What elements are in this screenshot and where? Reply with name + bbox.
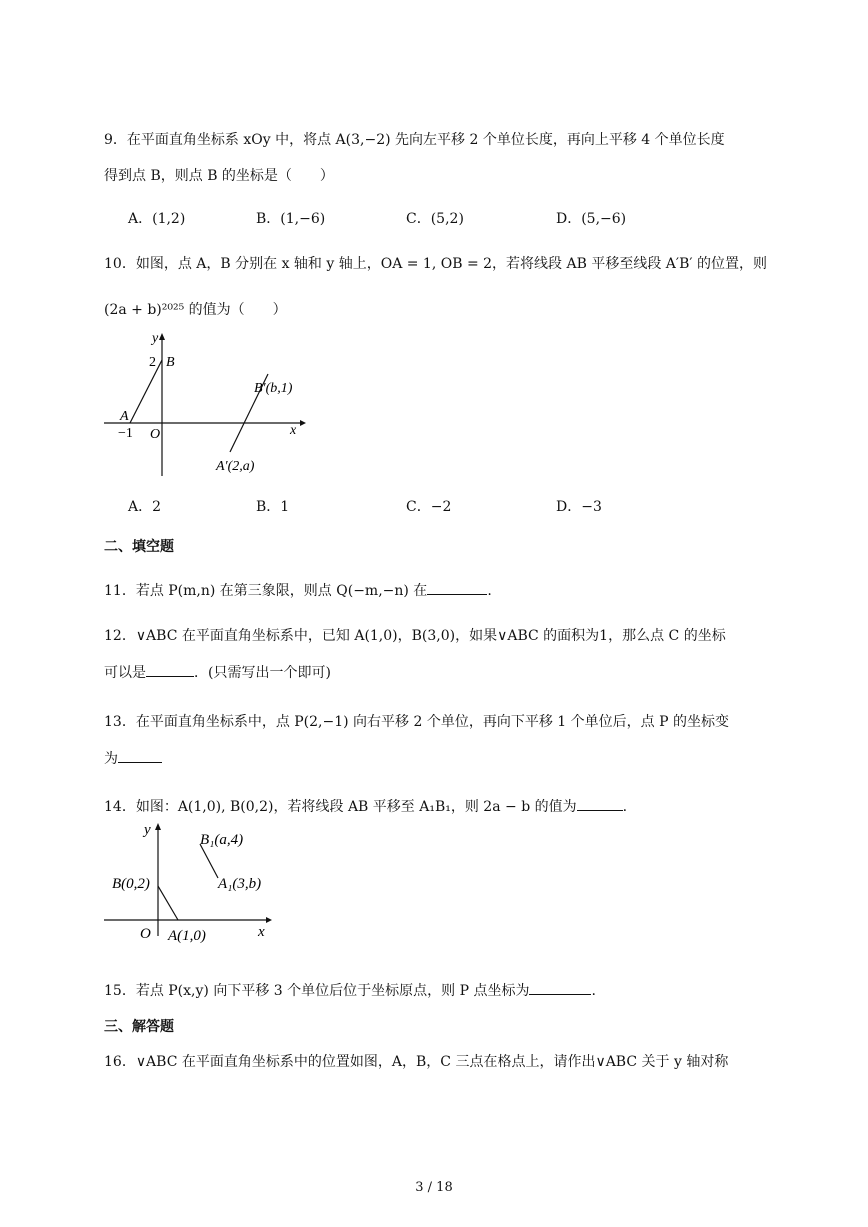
section-answer-heading: 三、解答题 [104, 1019, 174, 1035]
q14-label-a1: A₁(3,b) [218, 876, 262, 892]
q14-label-x: x [258, 924, 265, 940]
q14-x-arrow [266, 917, 272, 923]
q15-answer-blank [529, 980, 591, 995]
q14-segment-ab [158, 886, 178, 920]
q13-line2 [104, 748, 162, 769]
q10-x-arrow [300, 420, 306, 426]
q9-line2: 得到点 B，则点 B 的坐标是（ ） [104, 168, 334, 184]
q10-option-b: B．1 [256, 499, 290, 515]
q9-option-a: A．(1,2) [128, 211, 186, 227]
q9-option-d: D．(5,−6) [556, 211, 627, 227]
q14-answer-blank [577, 796, 623, 811]
q12-line2-text: 可以是 [104, 665, 146, 681]
q14-label-b1: B₁(a,4) [200, 832, 244, 848]
q10-segment-ab [130, 360, 162, 423]
q14-text: 14．如图：A(1,0), B(0,2)，若将线段 AB 平移至 A₁B₁，则 2a − b 的值为 [104, 799, 577, 815]
q10-label-neg1: −1 [118, 426, 133, 441]
q15-line [104, 980, 596, 1001]
q14-label-y: y [144, 822, 151, 838]
q10-y-arrow [159, 333, 165, 340]
q10-label-aprime: A′(2,a) [216, 459, 255, 474]
q13-answer-blank [118, 748, 162, 763]
q14-label-a: A(1,0) [168, 928, 206, 944]
q10-label-y: y [152, 331, 159, 346]
q9-line1: 9．在平面直角坐标系 xOy 中，将点 A(3,−2) 先向左平移 2 个单位长度，再向上平移 4 个单位长度 [104, 132, 725, 148]
q10-label-bprime: B′(b,1) [254, 381, 293, 396]
q12-line2-tail: ．(只需写出一个即可) [194, 665, 331, 681]
section-fill-in-heading: 二、填空题 [104, 539, 174, 555]
q10-option-d: D．−3 [556, 499, 602, 515]
q10-option-a: A．2 [128, 499, 162, 515]
q15-end: . [591, 983, 596, 999]
q9-option-c: C．(5,2) [406, 211, 464, 227]
q10-label-x: x [290, 423, 297, 438]
q13-line2-text: 为 [104, 751, 118, 767]
q14-figure [100, 818, 280, 948]
page-number: 3 / 18 [415, 1180, 453, 1195]
q14-line [104, 796, 627, 817]
q10-label-a: A [120, 409, 129, 424]
q10-line1: 10．如图，点 A，B 分别在 x 轴和 y 轴上，OA = 1, OB = 2，若将线段 AB 平移至线段 A′B′ 的位置，则 [104, 256, 768, 272]
q10-label-o: O [150, 427, 161, 442]
q12-answer-blank [146, 662, 194, 677]
q9-option-b: B．(1,−6) [256, 211, 326, 227]
q11-line [104, 580, 492, 601]
q14-label-b: B(0,2) [112, 876, 150, 892]
q10-label-b: B [166, 355, 175, 370]
q14-label-o: O [140, 926, 151, 942]
q10-label-2: 2 [149, 355, 156, 370]
q12-line1: 12．∨ABC 在平面直角坐标系中，已知 A(1,0)，B(3,0)，如果∨ABC 的面积为1，那么点 C 的坐标 [104, 628, 726, 644]
q14-end: . [622, 799, 628, 815]
q11-text: 11．若点 P(m,n) 在第三象限，则点 Q(−m,−n) 在 [104, 583, 428, 599]
q14-y-arrow [155, 823, 161, 830]
q13-line1: 13．在平面直角坐标系中，点 P(2,−1) 向右平移 2 个单位，再向下平移 1 个单位后，点 P 的坐标变 [104, 714, 729, 730]
q16-line1: 16．∨ABC 在平面直角坐标系中的位置如图，A，B，C 三点在格点上，请作出∨ABC 关于 y 轴对称 [104, 1054, 729, 1070]
q10-line2: (2a + b)²⁰²⁵ 的值为（ ） [104, 302, 287, 318]
q11-end: . [487, 583, 492, 599]
q14-segment-a1b1 [200, 844, 218, 878]
q15-text: 15．若点 P(x,y) 向下平移 3 个单位后位于坐标原点，则 P 点坐标为 [104, 983, 530, 999]
q12-line2 [104, 662, 331, 683]
q11-answer-blank [427, 580, 487, 595]
q10-option-c: C．−2 [406, 499, 452, 515]
q10-figure [100, 328, 310, 478]
